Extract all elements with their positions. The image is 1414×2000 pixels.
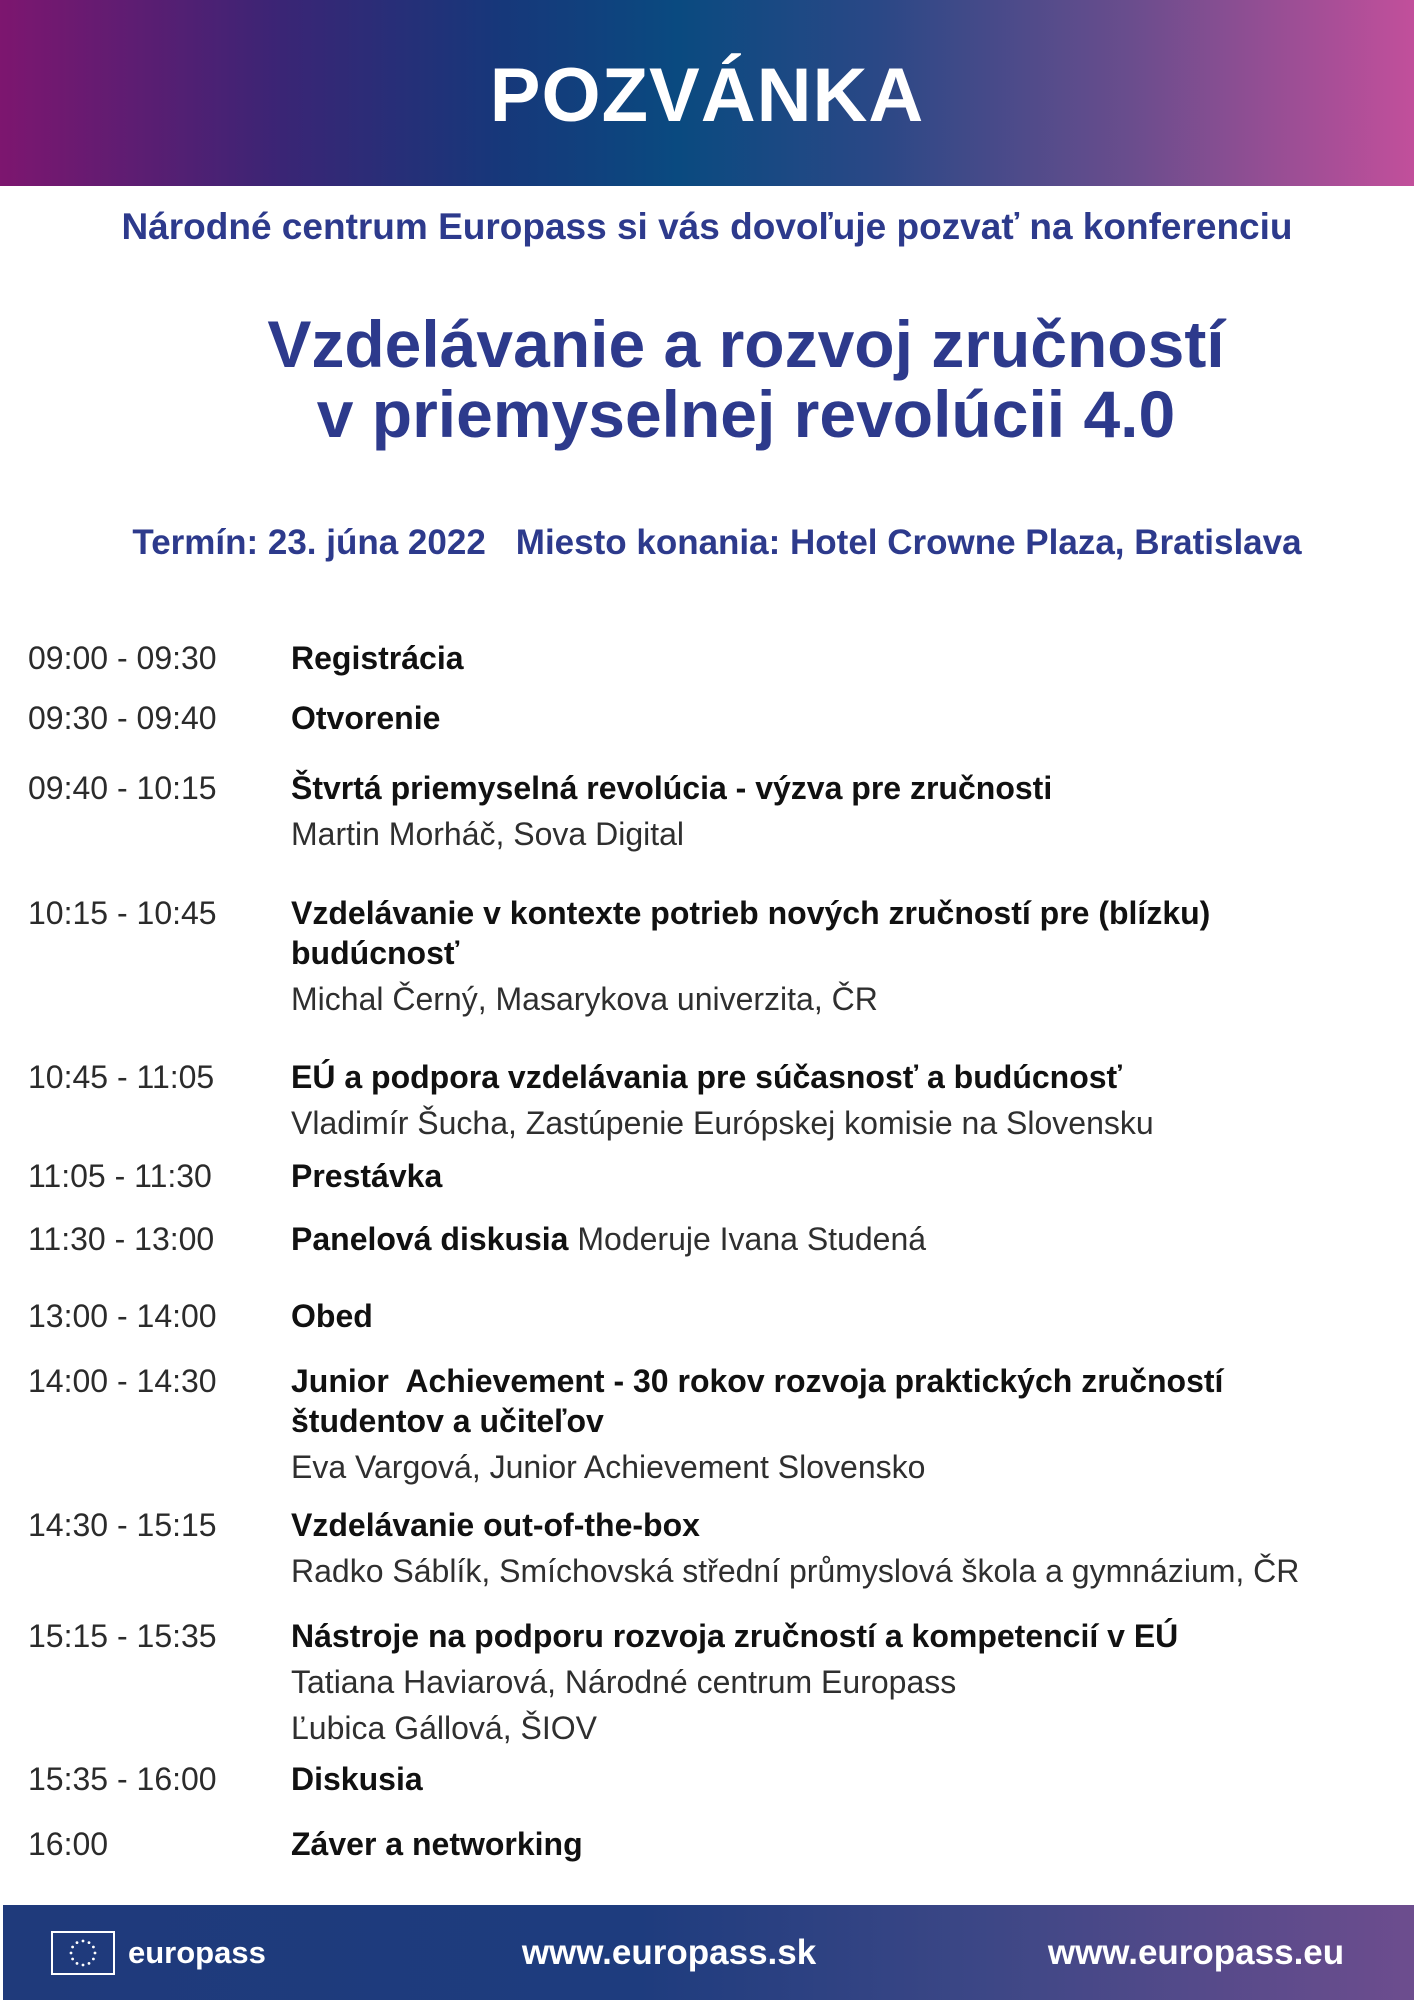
program-speaker: Ľubica Gállová, ŠIOV bbox=[291, 1710, 597, 1746]
program-title: Otvorenie bbox=[291, 700, 441, 736]
program-title: Obed bbox=[291, 1298, 373, 1334]
program-time: 15:15 - 15:35 bbox=[28, 1618, 217, 1654]
program-content bbox=[291, 1616, 1391, 1748]
program-title: študentov a učiteľov bbox=[291, 1403, 604, 1439]
program-time: 10:15 - 10:45 bbox=[28, 895, 217, 931]
event-date: Termín: 23. júna 2022 bbox=[132, 523, 486, 562]
program-time: 10:45 - 11:05 bbox=[28, 1059, 215, 1095]
program-speaker: Martin Morháč, Sova Digital bbox=[291, 816, 685, 852]
program-content bbox=[291, 1824, 1391, 1864]
program-content bbox=[291, 698, 1391, 738]
event-details bbox=[20, 521, 1414, 565]
intro-text: Národné centrum Europass si vás dovoľuje pozvať na konferenciu bbox=[121, 206, 1293, 247]
program-content bbox=[291, 1156, 1391, 1196]
website-link-eu: www.europass.eu bbox=[1047, 1933, 1345, 1972]
program-content bbox=[291, 1057, 1391, 1143]
program-title: Štvrtá priemyselná revolúcia - výzva pre zručnosti bbox=[291, 770, 1053, 806]
program-time: 15:35 - 16:00 bbox=[28, 1761, 217, 1797]
program-title: Panelová diskusia bbox=[291, 1221, 569, 1257]
program-title: Nástroje na podporu rozvoja zručností a kompetencií v EÚ bbox=[291, 1618, 1179, 1654]
program-title-line bbox=[291, 1219, 1391, 1259]
program-content bbox=[291, 1219, 1391, 1259]
program-time: 14:30 - 15:15 bbox=[28, 1507, 217, 1543]
conference-title bbox=[78, 309, 1414, 449]
program-time: 13:00 - 14:00 bbox=[28, 1298, 217, 1334]
invitation-title: POZVÁNKA bbox=[489, 53, 925, 138]
program-content bbox=[291, 1296, 1391, 1336]
program-content bbox=[291, 638, 1391, 678]
program-time: 11:05 - 11:30 bbox=[28, 1158, 212, 1194]
conference-title-line: Vzdelávanie a rozvoj zručností bbox=[267, 307, 1225, 381]
program-time: 09:00 - 09:30 bbox=[28, 640, 217, 676]
program-time: 09:30 - 09:40 bbox=[28, 700, 217, 736]
program-title: Vzdelávanie v kontexte potrieb nových zručností pre (blízku) bbox=[291, 895, 1211, 931]
program-speaker: Vladimír Šucha, Zastúpenie Európskej komisie na Slovensku bbox=[291, 1105, 1154, 1141]
footer-banner bbox=[3, 1905, 1414, 2000]
conference-title-line: v priemyselnej revolúcii 4.0 bbox=[316, 377, 1176, 451]
program-content bbox=[291, 768, 1391, 854]
program-title: Prestávka bbox=[291, 1158, 443, 1194]
program-title: Záver a networking bbox=[291, 1826, 583, 1862]
program-content bbox=[291, 1361, 1391, 1487]
program-title: Diskusia bbox=[291, 1761, 423, 1797]
europass-logo-text: europass bbox=[128, 1935, 266, 1970]
program-speaker: Radko Sáblík, Smíchovská střední průmyslová škola a gymnázium, ČR bbox=[291, 1553, 1300, 1589]
eu-stars-icon bbox=[51, 1931, 115, 1975]
event-venue: Miesto konania: Hotel Crowne Plaza, Bratislava bbox=[515, 523, 1302, 562]
program-speaker: Eva Vargová, Junior Achievement Slovensko bbox=[291, 1449, 926, 1485]
program-time: 14:00 - 14:30 bbox=[28, 1363, 217, 1399]
program-time: 11:30 - 13:00 bbox=[28, 1221, 215, 1257]
program-time: 16:00 bbox=[28, 1826, 109, 1862]
program-title: EÚ a podpora vzdelávania pre súčasnosť a budúcnosť bbox=[291, 1059, 1122, 1095]
program-speaker: Michal Černý, Masarykova univerzita, ČR bbox=[291, 981, 878, 1017]
program-moderator: Moderuje Ivana Studená bbox=[577, 1221, 927, 1257]
header-banner bbox=[0, 0, 1414, 186]
program-time: 09:40 - 10:15 bbox=[28, 770, 217, 806]
program-content bbox=[291, 893, 1391, 1019]
program-speaker: Tatiana Haviarová, Národné centrum Europass bbox=[291, 1664, 957, 1700]
website-link-sk: www.europass.sk bbox=[521, 1933, 817, 1972]
program-title: Registrácia bbox=[291, 640, 464, 676]
program-title: Vzdelávanie out-of-the-box bbox=[291, 1507, 700, 1543]
program-content bbox=[291, 1505, 1391, 1591]
program-content bbox=[291, 1759, 1391, 1799]
program-title: Junior Achievement - 30 rokov rozvoja praktických zručností bbox=[291, 1363, 1224, 1399]
program-title: budúcnosť bbox=[291, 935, 460, 971]
